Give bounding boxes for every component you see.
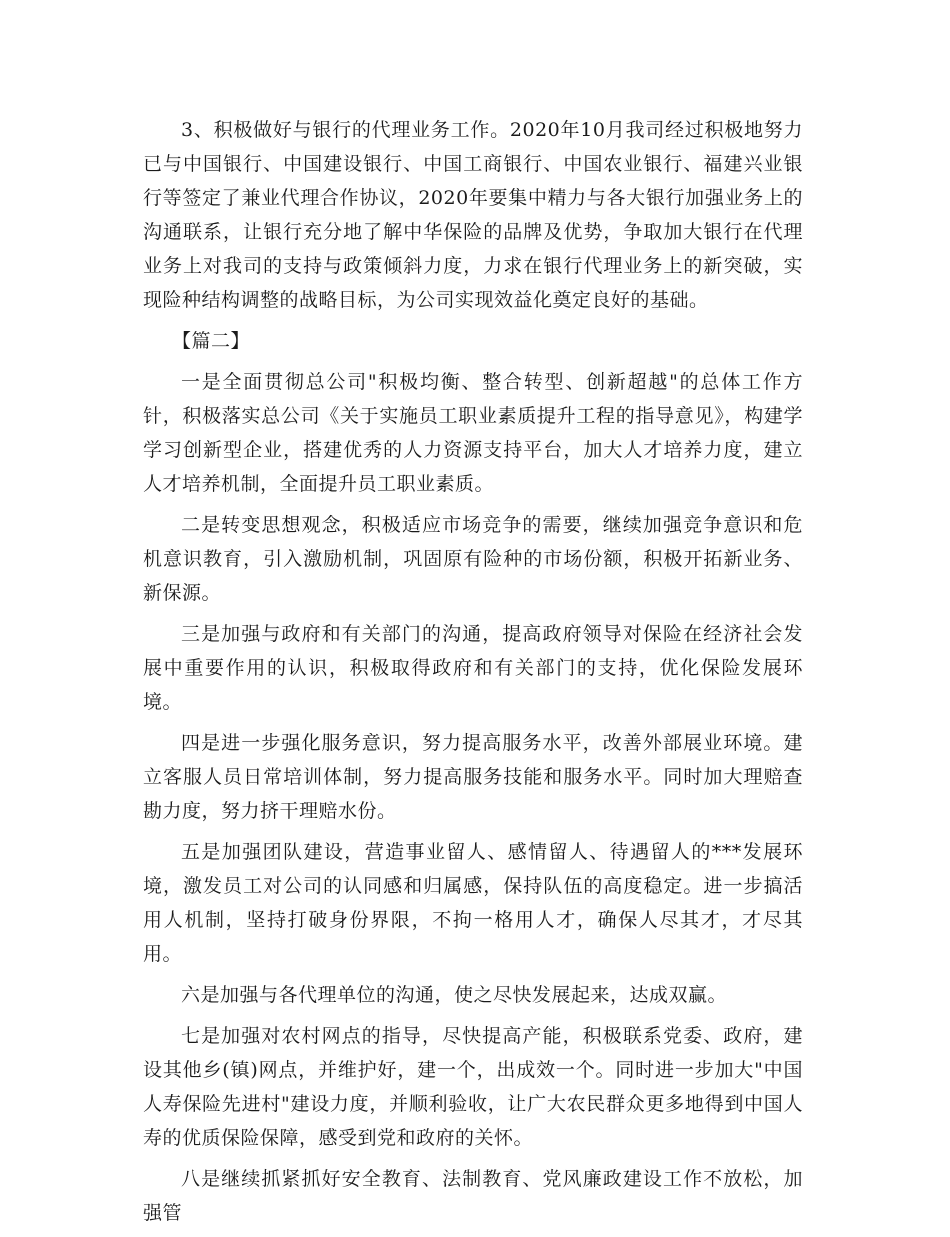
paragraph-5: 五是加强团队建设，营造事业留人、感情留人、待遇留人的***发展环境，激发员工对公司的认同感和归属感，保持队伍的高度稳定。进一步搞活用人机制，坚持打破身份界限，不拘一格用人才，确保人尽其才，才尽其用。 (143, 841, 803, 965)
paragraph-7: 七是加强对农村网点的指导，尽快提高产能，积极联系党委、政府，建设其他乡(镇)网点，并维护好，建一个，出成效一个。同时进一步加大"中国人寿保险先进村"建设力度，并顺利验收，让广大农民群众更多地得到中国人寿的优质保险保障，感受到党和政府的关怀。 (143, 1025, 803, 1149)
section-heading: 【篇二】 (172, 330, 251, 352)
paragraph-2: 二是转变思想观念，积极适应市场竞争的需要，继续加强竞争意识和危机意识教育，引入激励机制，巩固原有险种的市场份额，积极开拓新业务、新保源。 (143, 514, 803, 604)
paragraph-bank-agency: 3、积极做好与银行的代理业务工作。2020年10月我司经过积极地努力已与中国银行、中国建设银行、中国工商银行、中国农业银行、福建兴业银行等签定了兼业代理合作协议，2020年要集中精力与各大银行加强业务上的沟通联系，让银行充分地了解中华保险的品牌及优势，争取加大银行在代理业务上对我司的支持与政策倾斜力度，力求在银行代理业务上的新突破，实现险种结构调整的战略目标，为公司实现效益化奠定良好的基础。 (143, 119, 803, 311)
paragraph-4: 四是进一步强化服务意识，努力提高服务水平，改善外部展业环境。建立客服人员日常培训体制，努力提高服务技能和服务水平。同时加大理赔查勘力度，努力挤干理赔水份。 (143, 732, 803, 822)
paragraph-1: 一是全面贯彻总公司"积极均衡、整合转型、创新超越"的总体工作方针，积极落实总公司《关于实施员工职业素质提升工程的指导意见》，构建学学习创新型企业，搭建优秀的人力资源支持平台，加大人才培养力度，建立人才培养机制，全面提升员工职业素质。 (143, 371, 803, 495)
paragraph-6: 六是加强与各代理单位的沟通，使之尽快发展起来，达成双赢。 (181, 984, 728, 1006)
paragraph-8: 八是继续抓紧抓好安全教育、法制教育、党风廉政建设工作不放松，加强管 (143, 1168, 803, 1224)
paragraph-3: 三是加强与政府和有关部门的沟通，提高政府领导对保险在经济社会发展中重要作用的认识，积极取得政府和有关部门的支持，优化保险发展环境。 (143, 623, 803, 713)
document-body (143, 113, 803, 1237)
